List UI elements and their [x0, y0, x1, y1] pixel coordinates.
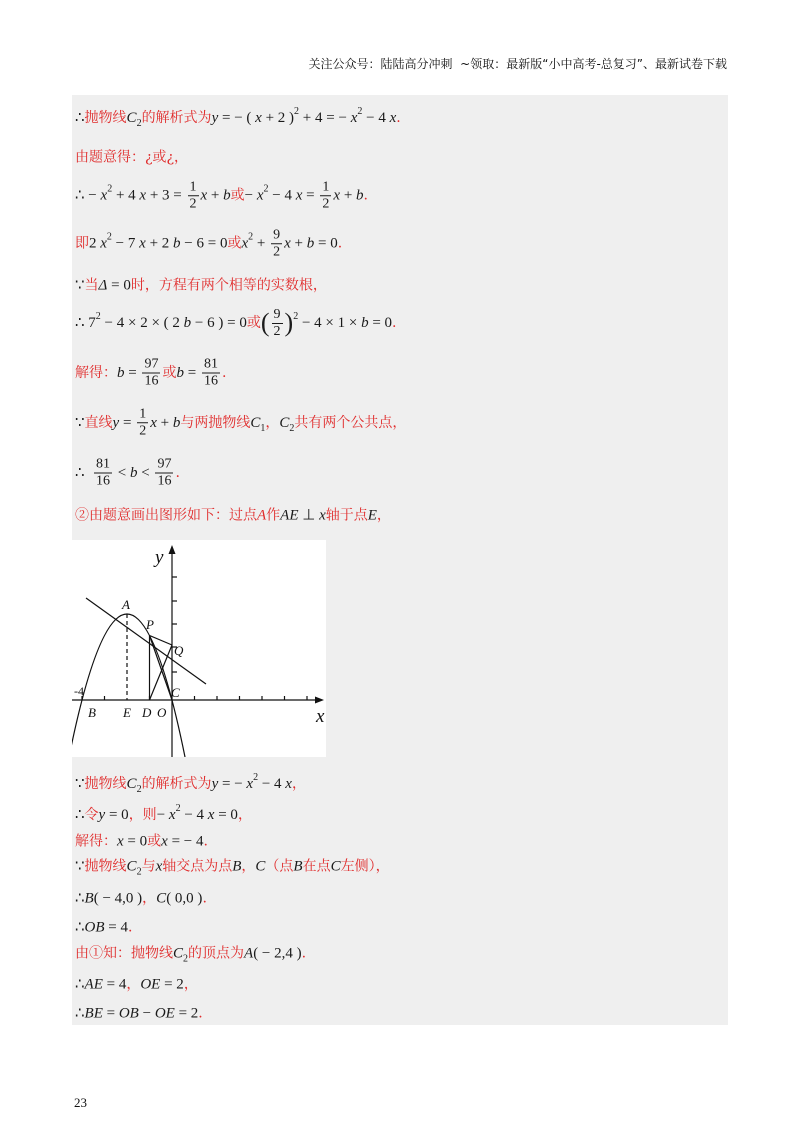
text-run: 的顶点为: [188, 945, 245, 962]
math-variable: Δ: [98, 277, 108, 294]
point-label-e: E: [123, 705, 131, 720]
text-run: .: [301, 945, 307, 962]
math-variable: x: [150, 414, 157, 431]
math-text: ∴: [75, 890, 85, 907]
solution-line: [75, 798, 252, 826]
math-text: = −: [218, 776, 247, 792]
text-run: 或: [162, 365, 177, 381]
math-variable: x: [207, 807, 215, 823]
fraction-denominator: 16: [96, 473, 111, 489]
math-text: +: [290, 235, 307, 252]
math-variable: OE: [140, 976, 161, 993]
math-text: ∴ 7: [75, 315, 96, 331]
superscript: 2: [95, 311, 101, 322]
math-text: ∴: [75, 1005, 85, 1022]
text-run: .: [337, 235, 343, 252]
math-text: ( 0,0 ): [166, 890, 203, 907]
superscript: 2: [248, 231, 254, 243]
math-variable: E: [367, 507, 377, 524]
superscript: 2: [107, 183, 113, 195]
math-text: = − (: [218, 110, 256, 126]
text-run: 当: [84, 277, 99, 294]
math-text: − 6 ) = 0: [191, 315, 247, 331]
text-run: ，: [376, 507, 391, 524]
text-run: .: [221, 365, 227, 381]
math-text: − 4: [362, 110, 390, 126]
page-number: 23: [74, 1095, 87, 1110]
math-text: +: [253, 235, 270, 252]
text-run: .: [392, 315, 397, 331]
math-text: = 0: [107, 277, 131, 294]
text-run: 共有两个公共点，: [294, 414, 407, 431]
text-run: .: [202, 890, 207, 907]
point-label-p: P: [146, 617, 154, 632]
text-run: 轴于点: [325, 507, 368, 524]
math-text: =: [102, 1005, 119, 1022]
large-parenthesis: (: [260, 308, 270, 337]
math-text: ( − 4,0 ): [93, 890, 143, 907]
text-run: 由题意得：¿或¿，: [75, 149, 189, 166]
text-run: ，: [126, 976, 141, 993]
superscript: 2: [175, 803, 181, 814]
fraction-denominator: 2: [322, 195, 330, 211]
math-variable: B: [84, 890, 94, 907]
text-run: 的解析式为: [141, 110, 212, 126]
math-variable: x: [139, 187, 147, 204]
text-run: （点: [265, 858, 294, 875]
math-variable: x: [246, 776, 254, 792]
fraction-numerator: 97: [157, 456, 172, 472]
math-variable: C: [330, 858, 341, 875]
subscript: 2: [289, 422, 295, 434]
math-text: + 2: [145, 235, 174, 252]
tick-label-minus-4: -4: [74, 684, 84, 698]
math-variable: y: [211, 110, 219, 126]
math-text: − 4 × 1 ×: [298, 315, 362, 331]
text-run: 与: [141, 858, 156, 875]
math-text: = 0: [123, 833, 148, 850]
math-text: = 0: [368, 315, 393, 331]
text-run: .: [128, 919, 133, 936]
fraction-numerator: 81: [96, 456, 111, 472]
text-run: 在点: [302, 858, 331, 875]
math-text: +: [340, 187, 357, 204]
math-variable: A: [257, 507, 267, 524]
math-variable: x: [200, 187, 208, 204]
math-variable: y: [211, 776, 219, 792]
math-text: 2: [89, 235, 101, 252]
math-text: −: [156, 807, 169, 823]
math-text: −: [138, 1005, 155, 1022]
text-run: 或: [246, 315, 261, 331]
text-run: 或: [147, 833, 162, 850]
math-variable: x: [284, 235, 291, 252]
math-variable: x: [295, 187, 303, 204]
solution-line: [75, 973, 198, 996]
math-text: ∴ −: [75, 187, 101, 204]
text-run: 令: [84, 807, 99, 823]
text-run: 解得：: [75, 833, 117, 850]
math-variable: C: [156, 890, 167, 907]
math-text: ∵: [75, 277, 85, 294]
math-text: =: [124, 365, 141, 381]
point-label-q: Q: [174, 643, 184, 658]
text-run: .: [175, 465, 180, 481]
math-text: = 2: [160, 976, 184, 993]
fraction-numerator: 97: [144, 356, 159, 372]
solution-line: [75, 942, 306, 971]
math-variable: OB: [84, 919, 105, 936]
math-variable: x: [168, 807, 176, 823]
math-text: + 3 =: [146, 187, 186, 204]
text-run: ，: [183, 976, 198, 993]
solution-line: [75, 830, 208, 853]
text-run: 时，方程有两个相等的实数根，: [130, 277, 327, 294]
math-variable: C: [126, 858, 137, 875]
fraction-denominator: 16: [157, 473, 172, 489]
text-run: .: [198, 1005, 203, 1022]
superscript: 2: [106, 231, 112, 243]
math-text: <: [114, 465, 131, 481]
math-variable: x: [389, 110, 397, 126]
text-run: ，: [237, 807, 252, 823]
math-text: = 0: [314, 235, 338, 252]
math-text: − 4: [180, 807, 208, 823]
fraction-numerator: 1: [139, 406, 147, 422]
math-variable: b: [172, 414, 181, 431]
math-variable: B: [293, 858, 303, 875]
math-text: +: [207, 187, 224, 204]
math-text: + 2 ): [261, 110, 295, 126]
subscript: 2: [183, 953, 189, 965]
text-run: 抛物线: [84, 858, 127, 875]
text-run: 抛物线: [84, 110, 127, 126]
math-variable: x: [319, 507, 326, 524]
math-text: + 4: [112, 187, 140, 204]
text-run: 直线: [84, 414, 113, 431]
solution-line: [75, 916, 132, 939]
math-variable: b: [183, 315, 192, 331]
math-variable: y: [98, 807, 106, 823]
solution-line: [75, 887, 207, 910]
math-variable: b: [173, 235, 181, 252]
fraction-numerator: 81: [203, 356, 218, 372]
text-run: 左侧），: [340, 858, 390, 875]
subscript: 2: [136, 118, 142, 129]
math-text: ⊥: [298, 507, 320, 524]
superscript: 2: [294, 106, 300, 117]
math-variable: C: [173, 945, 184, 962]
subscript: 2: [136, 784, 142, 795]
text-run: 抛物线: [84, 776, 127, 792]
page-header: 关注公众号：陆陆高分冲刺 ~领取：最新版“小中高考-总复习”、最新试卷下载: [308, 57, 727, 71]
text-run: 由①知：抛物线: [75, 945, 173, 962]
point-label-o: O: [157, 705, 167, 720]
math-variable: x: [256, 187, 264, 204]
math-text: ∴: [75, 976, 85, 993]
point-label-b: B: [88, 705, 96, 720]
math-text: −: [244, 187, 257, 204]
x-axis-label: x: [316, 706, 325, 727]
fraction-denominator: 2: [189, 195, 197, 211]
math-variable: x: [241, 235, 249, 252]
fraction-denominator: 2: [139, 423, 147, 439]
math-text: ( − 2,4 ): [253, 945, 302, 962]
text-run: 与两抛物线: [180, 414, 251, 431]
text-run: ，: [265, 414, 280, 431]
math-variable: x: [155, 858, 163, 875]
fraction-denominator: 2: [273, 323, 281, 339]
math-variable: x: [161, 833, 168, 850]
fraction-denominator: 2: [273, 243, 281, 259]
math-variable: OE: [154, 1005, 175, 1022]
math-text: = − 4: [167, 833, 204, 850]
text-run: ，: [291, 776, 306, 792]
superscript: 2: [263, 183, 269, 195]
math-variable: C: [255, 858, 266, 875]
math-variable: x: [333, 187, 341, 204]
point-label-c: C: [171, 685, 180, 700]
math-text: =: [302, 187, 319, 204]
math-variable: AE: [84, 976, 103, 993]
math-text: = 0: [105, 807, 129, 823]
math-text: ∵: [75, 414, 85, 431]
math-text: ∵: [75, 776, 85, 792]
text-run: .: [363, 187, 368, 204]
math-text: =: [119, 414, 136, 431]
math-variable: x: [139, 235, 146, 252]
text-run: ②由题意画出图形如下：过点: [75, 507, 257, 524]
math-variable: B: [232, 858, 242, 875]
math-variable: BE: [84, 1005, 103, 1022]
math-text: − 4: [268, 187, 296, 204]
math-text: ∴: [75, 919, 85, 936]
math-variable: AE: [280, 507, 299, 524]
fraction-denominator: 16: [203, 373, 218, 389]
math-text: ∴: [75, 807, 85, 823]
math-variable: x: [100, 187, 108, 204]
math-variable: A: [244, 945, 254, 962]
math-text: − 4: [258, 776, 286, 792]
math-text: ∵: [75, 858, 85, 875]
math-text: ∴: [75, 465, 93, 481]
text-run: ，: [142, 890, 157, 907]
solution-line: [75, 1002, 203, 1025]
math-variable: C: [126, 110, 137, 126]
fraction-numerator: 1: [322, 178, 330, 194]
superscript: 2: [293, 311, 299, 322]
fraction-numerator: 1: [189, 178, 197, 194]
superscript: 2: [357, 106, 363, 117]
math-text: = 0: [214, 807, 238, 823]
subscript: 2: [136, 866, 142, 878]
large-parenthesis: ): [284, 308, 294, 337]
math-text: + 4 = −: [299, 110, 351, 126]
solution-line: [75, 767, 306, 801]
math-variable: b: [361, 315, 369, 331]
point-label-a: A: [122, 597, 130, 612]
math-variable: b: [356, 187, 364, 204]
point-label-d: D: [142, 705, 152, 720]
math-variable: b: [223, 187, 231, 204]
math-text: − 7: [111, 235, 140, 252]
superscript: 2: [253, 772, 259, 783]
fraction-denominator: 16: [144, 373, 159, 389]
subscript: 1: [260, 422, 266, 434]
math-variable: b: [306, 235, 315, 252]
math-text: = 4: [102, 976, 127, 993]
text-run: 即: [75, 235, 89, 252]
math-text: = 2: [174, 1005, 199, 1022]
math-text: <: [137, 465, 154, 481]
text-run: .: [203, 833, 208, 850]
math-text: − 6 = 0: [180, 235, 228, 252]
math-variable: C: [126, 776, 137, 792]
solution-line: [75, 855, 390, 884]
math-variable: C: [250, 414, 261, 431]
math-variable: x: [350, 110, 358, 126]
fraction-numerator: 9: [273, 226, 281, 242]
math-text: = 4: [104, 919, 129, 936]
text-run: ，则: [128, 807, 157, 823]
text-run: 作: [266, 507, 281, 524]
math-variable: C: [279, 414, 290, 431]
math-variable: x: [285, 776, 292, 792]
y-axis-label: y: [155, 547, 164, 568]
math-variable: x: [100, 235, 107, 252]
math-variable: y: [112, 414, 120, 431]
text-run: 或: [227, 235, 242, 252]
text-run: 或: [230, 187, 245, 204]
math-text: − 4 × 2 × ( 2: [100, 315, 184, 331]
text-run: 轴交点为点: [162, 858, 233, 875]
text-run: 的解析式为: [141, 776, 212, 792]
text-run: 解得：: [75, 365, 117, 381]
math-variable: OB: [118, 1005, 139, 1022]
math-variable: x: [255, 110, 262, 126]
math-text: ∴: [75, 110, 85, 126]
text-run: .: [396, 110, 401, 126]
math-text: =: [183, 365, 200, 381]
fraction-numerator: 9: [273, 306, 281, 322]
text-run: ，: [241, 858, 256, 875]
math-variable: b: [117, 365, 125, 381]
math-variable: b: [130, 465, 138, 481]
math-variable: x: [117, 833, 124, 850]
math-text: +: [156, 414, 173, 431]
math-variable: b: [176, 365, 184, 381]
